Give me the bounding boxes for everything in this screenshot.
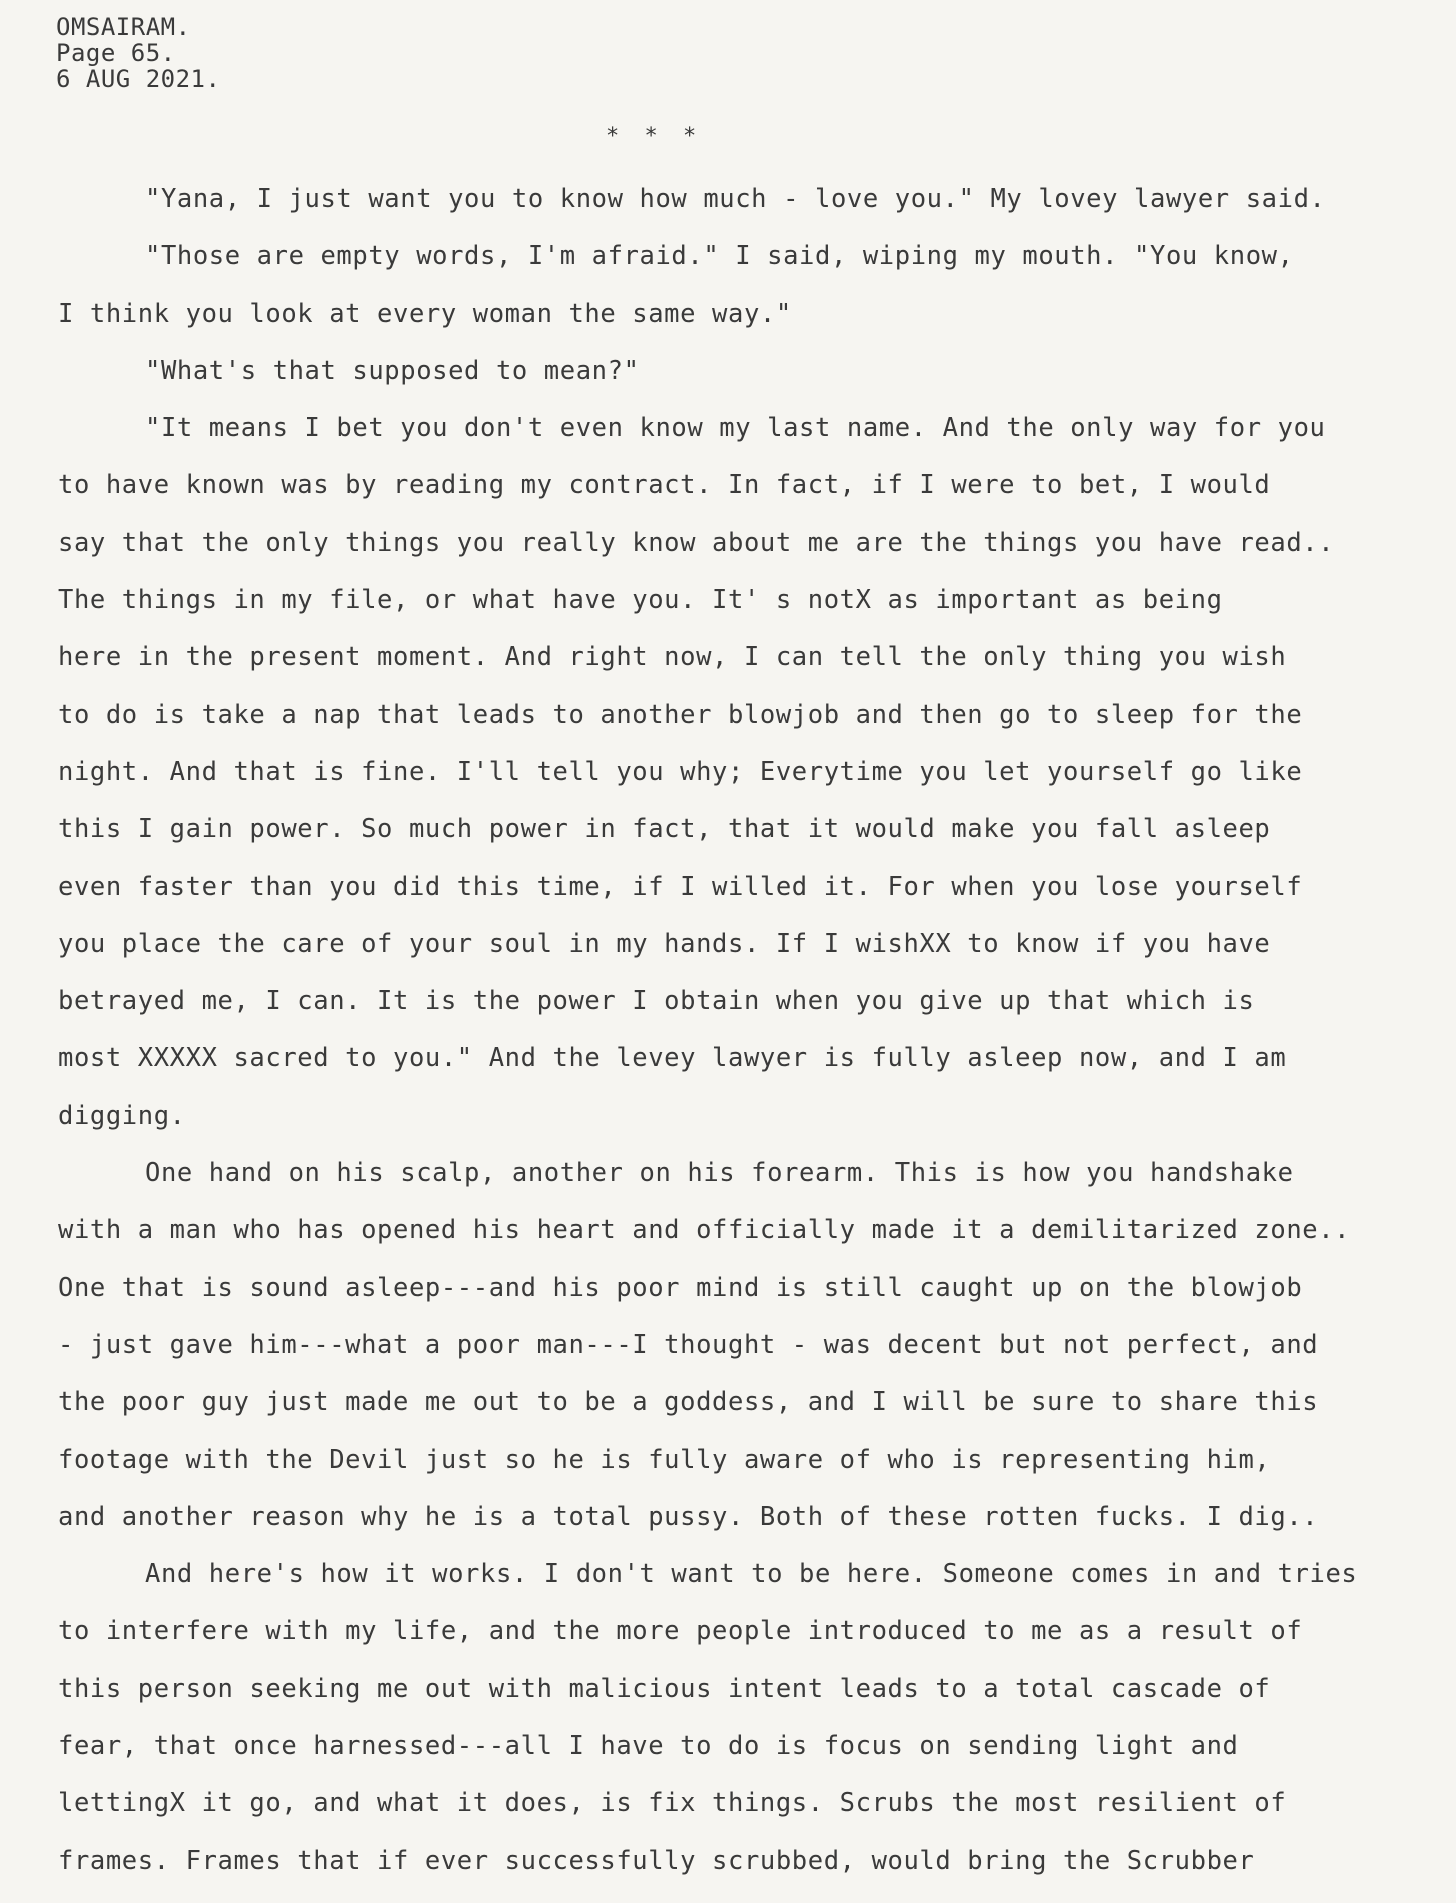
text-line: "Yana, I just want you to know how much ‑ love you." My lovey lawyer said. (145, 184, 1326, 214)
text-line: lettingX it go, and what it does, is fix things. Scrubs the most resilient of (58, 1788, 1287, 1819)
text-line: digging. (58, 1100, 186, 1131)
header-date: 6 AUG 2021. (56, 65, 221, 93)
header-page-number: Page 65. (56, 39, 176, 67)
text-line: footage with the Devil just so he is fully aware of who is representing him, (58, 1444, 1271, 1475)
text-line: "It means I bet you don't even know my last name. And the only way for you (145, 413, 1326, 444)
text-line: "Those are empty words, I'm afraid." I said, wiping my mouth. "You know, (145, 241, 1294, 272)
text-line: I think you look at every woman the same way." (58, 298, 792, 329)
text-line: this I gain power. So much power in fact, that it would make you fall asleep (58, 814, 1271, 845)
section-separator: * * * (606, 124, 703, 149)
text-line: the poor guy just made me out to be a goddess, and I will be sure to share this (58, 1387, 1319, 1418)
text-line: to have known was by reading my contract. In fact, if I were to bet, I would (58, 470, 1271, 501)
text-line: even faster than you did this time, if I willed it. For when you lose yourself (58, 871, 1303, 902)
text-line: this person seeking me out with malicious intent leads to a total cascade of (58, 1673, 1271, 1704)
text-line: to do is take a nap that leads to another blowjob and then go to sleep for the (58, 699, 1303, 730)
page-header (56, 14, 220, 92)
text-line: betrayed me, I can. It is the power I obtain when you give up that which is (58, 986, 1255, 1017)
text-line: and another reason why he is a total pussy. Both of these rotten fucks. I dig.. (58, 1501, 1319, 1532)
text-line: with a man who has opened his heart and officially made it a demilitarized zone.. (58, 1215, 1351, 1246)
text-line: night. And that is fine. I'll tell you why; Everytime you let yourself go like (58, 756, 1303, 787)
text-line: fear, that once harnessed---all I have to do is focus on sending light and (58, 1731, 1239, 1762)
text-line: "What's that supposed to mean?" (145, 355, 640, 386)
text-line: One that is sound asleep---and his poor mind is still caught up on the blowjob (58, 1272, 1303, 1303)
body-text (58, 184, 1448, 1903)
text-line: And here's how it works. I don't want to be here. Someone comes in and tries (145, 1559, 1358, 1590)
text-line: most XXXXX sacred to you." And the levey lawyer is fully asleep now, and I am (58, 1043, 1287, 1074)
text-line: frames. Frames that if ever successfully scrubbed, would bring the Scrubber (58, 1845, 1255, 1876)
text-line: you place the care of your soul in my hands. If I wishXX to know if you have (58, 928, 1271, 959)
header-title: OMSAIRAM. (56, 13, 191, 41)
text-line: to interfere with my life, and the more people introduced to me as a result of (58, 1616, 1303, 1647)
text-line: ‑ just gave him---what a poor man---I thought ‑ was decent but not perfect, and (58, 1329, 1319, 1360)
text-line: The things in my file, or what have you. It' s notX as important as being (58, 585, 1223, 616)
text-line: say that the only things you really know about me are the things you have read.. (58, 527, 1335, 558)
text-line: here in the present moment. And right now, I can tell the only thing you wish (58, 642, 1287, 673)
text-line: One hand on his scalp, another on his forearm. This is how you handshake (145, 1158, 1294, 1189)
